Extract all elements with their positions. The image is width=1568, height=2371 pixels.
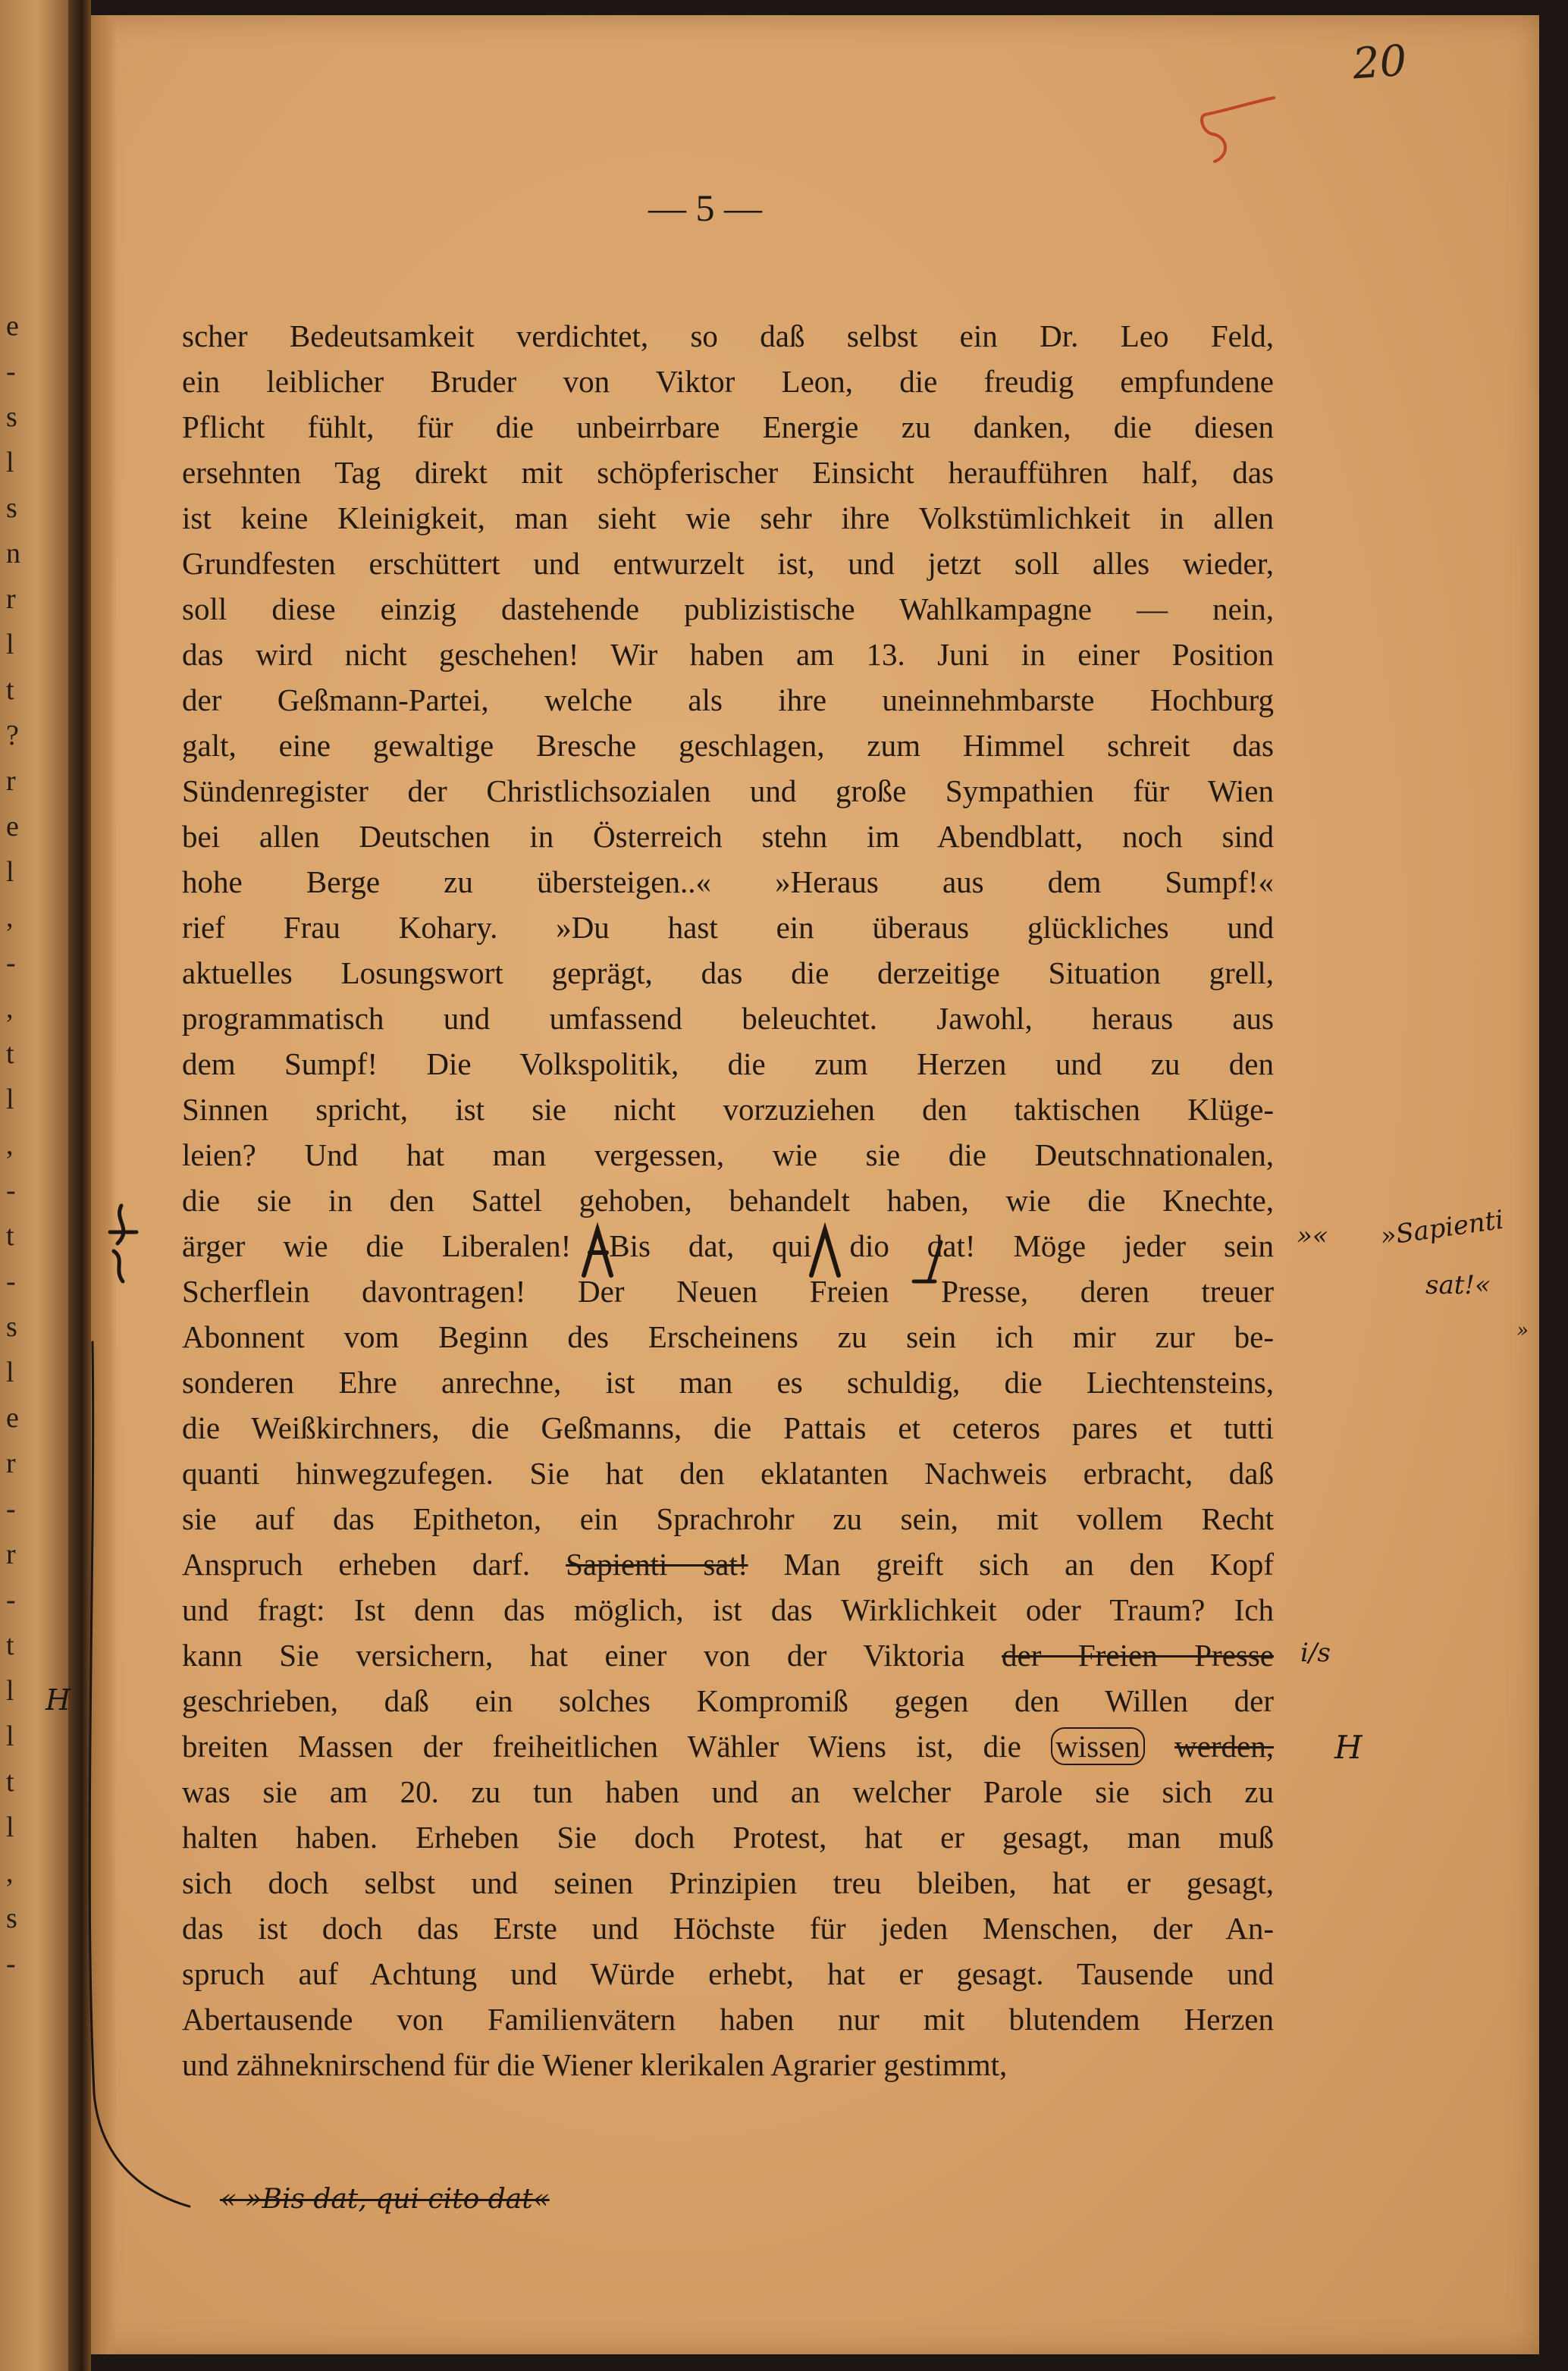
struck-text: der Freien Presse bbox=[1002, 1638, 1274, 1673]
neighbor-char: - bbox=[6, 356, 16, 387]
neighbor-char: t bbox=[6, 1766, 14, 1798]
neighbor-char: , bbox=[6, 993, 14, 1024]
neighbor-char: e bbox=[6, 310, 19, 342]
neighbor-char: l bbox=[6, 447, 14, 478]
insertion-caret bbox=[576, 1222, 622, 1283]
neighbor-char: r bbox=[6, 765, 16, 797]
text-line: die Weißkirchners, die Geßmanns, die Pattais et ceteros pares et tutti bbox=[182, 1410, 1274, 1445]
text-line: sie auf das Epitheton, ein Sprachrohr zu sein, mit vollem Recht bbox=[182, 1501, 1274, 1536]
text-line: sich doch selbst und seinen Prinzipien treu bleiben, hat er gesagt, bbox=[182, 1865, 1274, 1900]
neighbor-char: s bbox=[6, 401, 17, 433]
neighbor-char: - bbox=[6, 1265, 16, 1297]
neighbor-char: r bbox=[6, 583, 16, 615]
text-line: ärger wie die Liberalen! Bis dat, qui dio dat! Möge jeder sein bbox=[182, 1228, 1274, 1263]
neighbor-char: - bbox=[6, 1948, 16, 1980]
text-line-with-strike bbox=[182, 1541, 1274, 1587]
text-line: und fragt: Ist denn das möglich, ist das Wirklichkeit oder Traum? Ich bbox=[182, 1592, 1274, 1627]
text-line: bei allen Deutschen in Österreich stehn im Abendblatt, noch sind bbox=[182, 819, 1274, 854]
text-line: das wird nicht geschehen! Wir haben am 13. Juni in einer Position bbox=[182, 637, 1274, 672]
neighbor-char: ? bbox=[6, 720, 19, 751]
body-text bbox=[182, 313, 1274, 2087]
text-line: Sündenregister der Christlichsozialen und große Sympathien für Wien bbox=[182, 773, 1274, 808]
text-segment: Man greift sich an den Kopf bbox=[783, 1547, 1274, 1582]
text-segment: breiten Massen der freiheitlichen Wähler Wiens ist, die bbox=[182, 1729, 1021, 1764]
text-line: der Geßmann-Partei, welche als ihre uneinnehmbarste Hochburg bbox=[182, 682, 1274, 717]
neighbor-page-text bbox=[6, 303, 29, 1987]
neighbor-char: t bbox=[6, 1038, 14, 1070]
margin-note: »Sapienti bbox=[1378, 1204, 1506, 1253]
neighbor-char: l bbox=[6, 1675, 14, 1707]
text-line: Scherflein davontragen! Der Neuen Freien Presse, deren treuer bbox=[182, 1274, 1274, 1309]
red-pencil-mark bbox=[1183, 87, 1334, 171]
left-margin-bracket-line bbox=[91, 1334, 273, 2229]
text-line: Abertausende von Familienvätern haben nur mit blutendem Herzen bbox=[182, 2002, 1274, 2037]
text-line: und zähneknirschend für die Wiener klerikalen Agrarier gestimmt, bbox=[182, 2047, 1008, 2082]
neighbor-char: l bbox=[6, 1356, 14, 1388]
neighbor-char: s bbox=[6, 492, 17, 524]
neighbor-char: t bbox=[6, 1220, 14, 1252]
neighbor-char: , bbox=[6, 902, 14, 933]
bottom-margin-note: « »Bis dat, qui cito dat« bbox=[220, 2184, 550, 2215]
neighbor-char: l bbox=[6, 1720, 14, 1752]
text-line: sonderen Ehre anrechne, ist man es schuldig, die Liechtensteins, bbox=[182, 1365, 1274, 1400]
text-segment: kann Sie versichern, hat einer von der Viktoria bbox=[182, 1638, 965, 1673]
neighbor-char: , bbox=[6, 1129, 14, 1161]
text-line: ist keine Kleinigkeit, man sieht wie sehr ihre Volkstümlichkeit in allen bbox=[182, 500, 1274, 535]
text-line-with-strike bbox=[182, 1632, 1274, 1678]
neighbor-char: r bbox=[6, 1447, 16, 1479]
neighbor-char: l bbox=[6, 1084, 14, 1115]
neighbor-char: e bbox=[6, 811, 19, 842]
text-line: quanti hinwegzufegen. Sie hat den eklatanten Nachweis erbracht, daß bbox=[182, 1456, 1274, 1491]
neighbor-char: l bbox=[6, 856, 14, 888]
neighbor-char: - bbox=[6, 1493, 16, 1525]
text-line: scher Bedeutsamkeit verdichtet, so daß selbst ein Dr. Leo Feld, bbox=[182, 318, 1274, 353]
neighbor-char: t bbox=[6, 1629, 14, 1661]
neighbor-char: l bbox=[6, 629, 14, 660]
text-line: spruch auf Achtung und Würde erhebt, hat er gesagt. Tausende und bbox=[182, 1956, 1274, 1991]
text-line: soll diese einzig dastehende publizistische Wahlkampagne — nein, bbox=[182, 591, 1274, 626]
neighbor-char: - bbox=[6, 1584, 16, 1616]
text-line: rief Frau Kohary. »Du hast ein überaus glückliches und bbox=[182, 910, 1274, 945]
neighbor-char: t bbox=[6, 674, 14, 706]
neighbor-char: , bbox=[6, 1857, 14, 1889]
boxed-text: wissen bbox=[1051, 1727, 1145, 1765]
text-line: leien? Und hat man vergessen, wie sie die Deutschnationalen, bbox=[182, 1137, 1274, 1172]
text-line: ersehnten Tag direkt mit schöpferischer Einsicht heraufführen half, das bbox=[182, 455, 1274, 490]
insertion-caret bbox=[804, 1222, 849, 1283]
neighbor-char: e bbox=[6, 1402, 19, 1434]
book-gutter bbox=[68, 0, 91, 2371]
text-line: die sie in den Sattel gehoben, behandelt haben, wie die Knechte, bbox=[182, 1183, 1274, 1218]
text-line: halten haben. Erheben Sie doch Protest, hat er gesagt, man muß bbox=[182, 1820, 1274, 1855]
struck-text: werden, bbox=[1174, 1729, 1274, 1764]
text-line: aktuelles Losungswort geprägt, das die derzeitige Situation grell, bbox=[182, 955, 1274, 990]
page-number: — 5 — bbox=[648, 187, 762, 229]
text-line: ein leiblicher Bruder von Viktor Leon, die freudig empfundene bbox=[182, 364, 1274, 399]
neighbor-char: r bbox=[6, 1538, 16, 1570]
text-line: programmatisch und umfassend beleuchtet. Jawohl, heraus aus bbox=[182, 1001, 1274, 1036]
text-line: Sinnen spricht, ist sie nicht vorzuziehen den taktischen Klüge- bbox=[182, 1092, 1274, 1127]
margin-note: i/s bbox=[1300, 1638, 1331, 1668]
text-line-with-box bbox=[182, 1723, 1274, 1769]
text-line: hohe Berge zu übersteigen..« »Heraus aus dem Sumpf!« bbox=[182, 864, 1274, 899]
neighbor-char: n bbox=[6, 538, 20, 569]
neighbor-char: s bbox=[6, 1902, 17, 1934]
text-segment: Anspruch erheben darf. bbox=[182, 1547, 531, 1582]
margin-note: sat!« bbox=[1425, 1270, 1491, 1300]
struck-text: Sapienti sat! bbox=[566, 1547, 748, 1582]
left-margin-insertion-mark bbox=[91, 1198, 152, 1289]
text-line: was sie am 20. zu tun haben und an welcher Parole sie sich zu bbox=[182, 1774, 1274, 1809]
neighbor-char: l bbox=[6, 1811, 14, 1843]
neighbor-page-edge bbox=[0, 0, 68, 2371]
insertion-caret bbox=[906, 1228, 952, 1289]
text-line: Pflicht fühlt, für die unbeirrbare Energie zu danken, die diesen bbox=[182, 409, 1274, 444]
neighbor-char: - bbox=[6, 1175, 16, 1206]
margin-note: H bbox=[45, 1683, 71, 1717]
text-line: geschrieben, daß ein solches Kompromiß gegen den Willen der bbox=[182, 1683, 1274, 1718]
neighbor-char: s bbox=[6, 1311, 17, 1343]
archive-folio-number: 20 bbox=[1350, 36, 1409, 89]
text-line: galt, eine gewaltige Bresche geschlagen, zum Himmel schreit das bbox=[182, 728, 1274, 763]
neighbor-char: - bbox=[6, 947, 16, 979]
text-line: dem Sumpf! Die Volkspolitik, die zum Herzen und zu den bbox=[182, 1046, 1274, 1081]
margin-note: H bbox=[1334, 1729, 1363, 1766]
text-line: Grundfesten erschüttert und entwurzelt ist, und jetzt soll alles wieder, bbox=[182, 546, 1274, 581]
text-line: Abonnent vom Beginn des Erscheinens zu sein ich mir zur be- bbox=[182, 1319, 1274, 1354]
margin-note: » bbox=[1516, 1319, 1529, 1342]
document-page bbox=[45, 15, 1539, 2354]
margin-note: »« bbox=[1297, 1221, 1328, 1251]
text-line: das ist doch das Erste und Höchste für jeden Menschen, der An- bbox=[182, 1911, 1274, 1946]
